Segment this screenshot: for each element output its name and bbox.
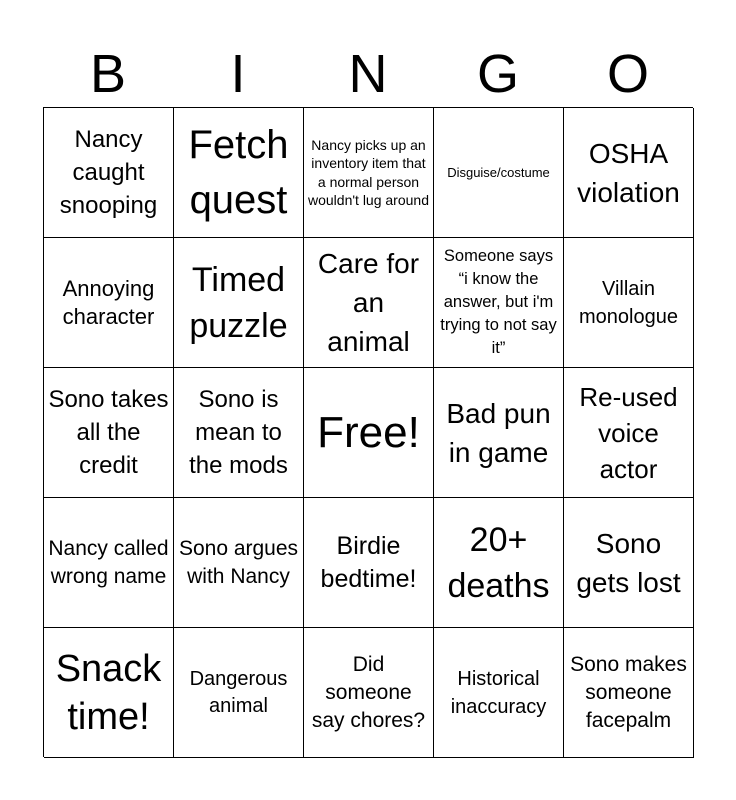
bingo-cell[interactable] [174,368,304,498]
bingo-cell[interactable] [174,498,304,628]
cell-text: Care for an animal [317,248,420,357]
cell-text: Sono takes all the credit [48,386,169,479]
cell-text: Historical inaccuracy [450,667,547,718]
bingo-cell[interactable] [44,498,174,628]
bingo-cell[interactable] [564,238,694,368]
bingo-cell[interactable] [564,498,694,628]
cell-text: Nancy called wrong name [48,536,169,588]
free-space-cell[interactable] [304,368,434,498]
cell-text: Villain monologue [579,277,678,328]
cell-text: Did someone say chores? [311,652,426,732]
cell-text: Nancy picks up an inventory item that a normal person wouldn't lug around [308,136,429,208]
bingo-cell[interactable] [434,628,564,758]
bingo-cell[interactable] [564,368,694,498]
cell-text: Fetch quest [188,122,289,222]
cell-text: Sono is mean to the mods [189,386,288,479]
cell-text: Snack time! [55,647,162,738]
cell-text: Sono gets lost [576,527,681,598]
free-space-text: Free! [317,407,420,457]
cell-text: Sono argues with Nancy [178,536,299,588]
cell-text: Dangerous animal [189,667,288,717]
cell-text: Sono makes someone facepalm [570,652,687,732]
cell-text: Disguise/costume [447,165,550,180]
cell-text: 20+ deaths [447,520,550,605]
bingo-cell[interactable] [304,628,434,758]
bingo-cell[interactable] [434,498,564,628]
cell-text: Annoying character [62,275,155,329]
cell-text: Bad pun in game [446,397,551,468]
bingo-cell[interactable] [174,238,304,368]
cell-text: OSHA violation [577,137,680,208]
bingo-cell[interactable] [174,108,304,238]
bingo-cell[interactable] [44,628,174,758]
cell-text: Someone says “i know the answer, but i'm trying to not say it” [440,247,557,357]
bingo-card [43,107,693,757]
cell-text: Nancy caught snooping [59,126,158,219]
bingo-header [43,40,693,108]
header-letter-o: O [606,44,649,104]
bingo-cell[interactable] [304,498,434,628]
bingo-cell[interactable] [564,108,694,238]
bingo-cell[interactable] [304,108,434,238]
bingo-cell[interactable] [564,628,694,758]
bingo-cell[interactable] [434,368,564,498]
bingo-cell[interactable] [44,368,174,498]
bingo-cell[interactable] [174,628,304,758]
header-letter-g: G [476,44,519,104]
cell-text: Timed puzzle [189,260,288,345]
bingo-cell[interactable] [44,108,174,238]
cell-text: Birdie bedtime! [320,531,417,593]
header-letter-i: I [230,44,246,104]
header-letter-n: N [348,44,388,104]
bingo-cell[interactable] [434,238,564,368]
header-letter-b: B [89,44,127,104]
bingo-cell[interactable] [44,238,174,368]
cell-text: Re-used voice actor [579,381,678,484]
bingo-cell[interactable] [304,238,434,368]
bingo-cell[interactable] [434,108,564,238]
